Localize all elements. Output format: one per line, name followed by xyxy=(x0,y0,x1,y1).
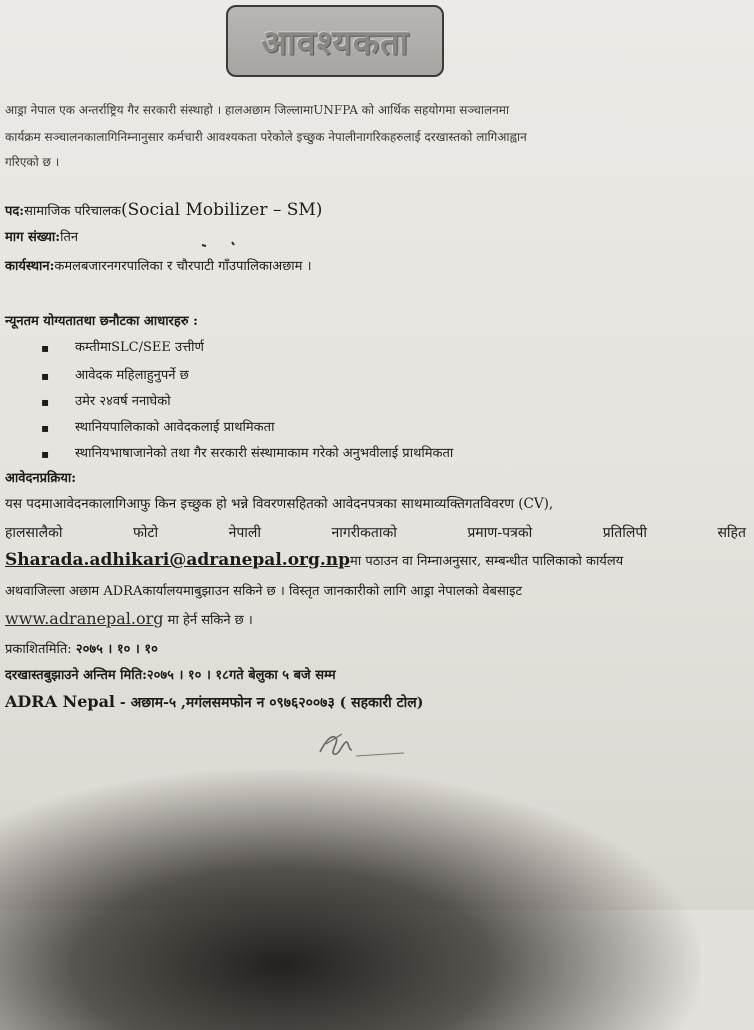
notice-title-box xyxy=(226,5,444,77)
application-line-4: अथवाजिल्ला अछाम ADRAकार्यालयमाबुझाउन सकिने छ । विस्तृत जानकारीको लागि आड्रा नेपालको वेबसाइट xyxy=(5,584,523,599)
deadline-row: दरखास्तबुझाउने अन्तिम मिति:२०७५ । १० । १८गते बेलुका ५ बजे सम्म xyxy=(5,668,336,683)
application-word: सहित xyxy=(717,525,746,541)
application-line-5 xyxy=(5,610,253,630)
application-heading: आवेदनप्रक्रिया: xyxy=(5,471,77,486)
qualification-item: उमेर २४वर्ष ननाघेको xyxy=(75,394,171,409)
intro-line-1: आड्रा नेपाल एक अन्तर्राष्ट्रिय गैर सरकारी संस्थाहो । हालअछाम जिल्लामाUNFPA को आर्थिक सहयोगमा सञ्चालनमा xyxy=(5,103,510,117)
application-line-2 xyxy=(5,523,746,543)
published-value: २०७५ । १० । १० xyxy=(75,642,158,657)
notice-title: आवश्यकता xyxy=(260,23,410,63)
application-word: हालसालैको xyxy=(5,525,63,541)
email-link[interactable]: Sharada.adhikari@adranepal.org.np xyxy=(5,550,351,570)
application-line-3-rest: मा पठाउन वा निम्नाअनुसार, सम्बन्धीत पालिकाको कार्यलय xyxy=(350,554,624,569)
application-word: प्रतिलिपी xyxy=(602,525,647,541)
qualifications-heading: न्यूनतम योग्यतातथा छनौटका आधारहरु : xyxy=(5,314,198,329)
published-row xyxy=(5,641,158,659)
qualification-item: कम्तीमाSLC/SEE उत्तीर्ण xyxy=(75,340,204,355)
application-line-1: यस पदमाआवेदनकालागिआफु किन इच्छुक हो भन्ने विवरणसहितको आवेदनपत्रका साथमाव्यक्तिगतविवरण (CV), xyxy=(5,496,554,512)
bullet-3: ▪ xyxy=(41,395,50,409)
qualification-item: आवेदक महिलाहुनुपर्ने छ xyxy=(75,368,189,383)
photo-shadow xyxy=(0,770,700,1030)
workplace-label: कार्यस्थान: xyxy=(5,259,55,274)
application-word: नेपाली xyxy=(228,525,262,541)
application-word: प्रमाण-पत्रको xyxy=(467,525,533,541)
application-line-3 xyxy=(5,551,623,571)
post-value-english: (Social Mobilizer – SM) xyxy=(121,200,323,220)
bullet-1: ▪ xyxy=(41,341,50,355)
intro-line-3: गरिएको छ । xyxy=(5,155,60,169)
pen-mark xyxy=(180,236,240,252)
post-row xyxy=(5,201,322,221)
application-line-5-rest: मा हेर्न सकिने छ । xyxy=(167,613,253,628)
post-value-nepali: सामाजिक परिचालक xyxy=(24,204,122,219)
intro-line-2: कार्यक्रम सञ्चालनकालागिनिम्नानुसार कर्मचारी आवश्यकता परेकोले इच्छुक नेपालीनागरिकहरुलाई दरखास्तको लागिआह्वान xyxy=(5,130,527,144)
seats-label: माग संख्या: xyxy=(5,230,61,245)
footer-address: - अछाम-५ ,मगंलसमफोन न ०९७६२००७३ ( सहकारी टोल) xyxy=(115,695,424,711)
seats-row xyxy=(5,229,78,247)
qualification-item: स्थानियभाषाजानेको तथा गैर सरकारी संस्थामाकाम गरेको अनुभवीलाई प्राथमिकता xyxy=(75,446,454,461)
published-label: प्रकाशितमिति: xyxy=(5,642,72,657)
footer-row xyxy=(5,693,423,712)
qualification-item: स्थानियपालिकाको आवेदकलाई प्राथमिकता xyxy=(75,420,275,435)
application-word: नागरीकताको xyxy=(331,525,397,541)
seats-value: तिन xyxy=(60,230,79,245)
footer-org: ADRA Nepal xyxy=(5,692,116,711)
bullet-2: ▪ xyxy=(41,369,50,383)
application-word: फोटो xyxy=(132,525,159,541)
website-link[interactable]: www.adranepal.org xyxy=(5,609,164,628)
bullet-4: ▪ xyxy=(41,421,50,435)
post-label: पद: xyxy=(5,204,25,219)
signature-scribble xyxy=(312,722,412,767)
workplace-value: कमलबजारनगरपालिका र चौरपाटी गाँउपालिकाअछाम । xyxy=(54,259,312,274)
bullet-5: ▪ xyxy=(41,447,50,461)
workplace-row xyxy=(5,258,312,276)
